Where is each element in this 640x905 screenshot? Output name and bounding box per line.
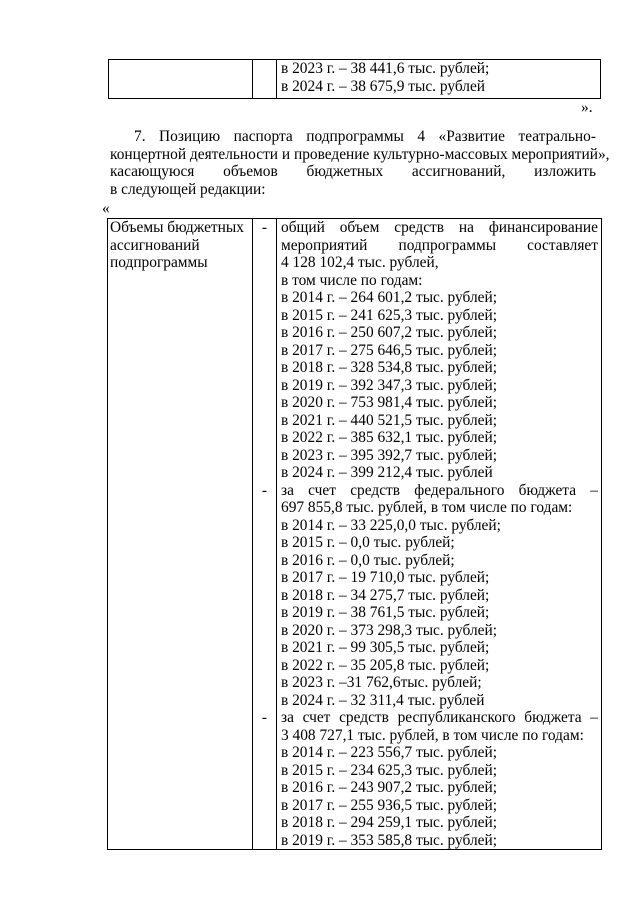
republican-block	[281, 709, 598, 849]
total-year-line: в 2024 г. – 399 212,4 тыс. рублей	[281, 464, 493, 481]
top-table	[108, 59, 601, 99]
federal-year-line: в 2016 г. – 0,0 тыс. рублей;	[281, 551, 455, 569]
total-line: 4 128 102,4 тыс. рублей,	[281, 254, 439, 271]
item7-line: 7. Позицию паспорта подпрограммы 4 «Развитие театрально-	[134, 128, 596, 145]
republican-year-line: в 2017 г. – 255 936,5 тыс. рублей;	[281, 796, 498, 814]
federal-year-line: в 2023 г. –31 762,6тыс. рублей;	[281, 674, 482, 691]
item7-line: касающуюся объемов бюджетных ассигнований, изложить	[110, 163, 596, 180]
open-quote: «	[102, 200, 110, 217]
total-line: мероприятий подпрограммы составляет	[281, 236, 598, 254]
republican-year-line: в 2019 г. – 353 585,8 тыс. рублей;	[281, 831, 498, 849]
passport-dash-cell	[253, 219, 277, 850]
passport-label-line: Объемы бюджетных	[110, 219, 244, 236]
total-year-line: в 2020 г. – 753 981,4 тыс. рублей;	[281, 394, 498, 411]
total-line: общий объем средств на финансирование	[281, 219, 598, 236]
republican-year-line: в 2016 г. – 243 907,2 тыс. рублей;	[281, 779, 498, 796]
total-line: в том числе по годам:	[281, 271, 423, 289]
total-year-line: в 2017 г. – 275 646,5 тыс. рублей;	[281, 341, 498, 359]
total-block	[281, 219, 598, 482]
federal-year-line: в 2014 г. – 33 225,0,0 тыс. рублей;	[281, 516, 501, 534]
passport-value-cell	[277, 219, 602, 850]
federal-year-line: в 2018 г. – 34 275,7 тыс. рублей;	[281, 586, 490, 604]
total-year-line: в 2015 г. – 241 625,3 тыс. рублей;	[281, 306, 498, 324]
federal-year-line: в 2015 г. – 0,0 тыс. рублей;	[281, 534, 455, 551]
dash-marker: -	[261, 709, 268, 726]
dash-marker: -	[261, 219, 268, 236]
federal-year-line: в 2020 г. – 373 298,3 тыс. рублей;	[281, 621, 498, 639]
republican-line: за счет средств республиканского бюджета –	[281, 709, 598, 726]
republican-year-line: в 2018 г. – 294 259,1 тыс. рублей;	[281, 814, 498, 831]
top-table-line: в 2023 г. – 38 441,6 тыс. рублей;	[281, 60, 490, 77]
republican-year-line: в 2014 г. – 223 556,7 тыс. рублей;	[281, 744, 498, 761]
total-year-line: в 2019 г. – 392 347,3 тыс. рублей;	[281, 376, 498, 394]
federal-year-line: в 2019 г. – 38 761,5 тыс. рублей;	[281, 604, 490, 621]
total-year-line: в 2014 г. – 264 601,2 тыс. рублей;	[281, 289, 498, 306]
item7-line: в следующей редакции:	[110, 180, 266, 198]
federal-line: 697 855,8 тыс. рублей, в том числе по годам:	[281, 499, 573, 516]
total-year-line: в 2023 г. – 395 392,7 тыс. рублей;	[281, 446, 498, 464]
passport-label-line: подпрограммы	[110, 254, 208, 271]
federal-year-line: в 2024 г. – 32 311,4 тыс. рублей	[281, 691, 485, 709]
item7-line: концертной деятельности и проведение культурно-массовых мероприятий»,	[110, 145, 610, 163]
closing-quote: ».	[581, 99, 593, 116]
passport-label-line: ассигнований	[110, 236, 200, 254]
top-table-line: в 2024 г. – 38 675,9 тыс. рублей	[281, 77, 486, 95]
federal-year-line: в 2022 г. – 35 205,8 тыс. рублей;	[281, 656, 490, 674]
federal-year-line: в 2017 г. – 19 710,0 тыс. рублей;	[281, 569, 490, 586]
total-year-line: в 2021 г. – 440 521,5 тыс. рублей;	[281, 411, 498, 429]
total-year-line: в 2018 г. – 328 534,8 тыс. рублей;	[281, 359, 498, 376]
top-table-row	[109, 60, 601, 99]
dash-marker: -	[261, 481, 268, 499]
passport-label-cell	[108, 219, 253, 850]
top-table-value-cell	[277, 60, 601, 99]
item7-paragraph	[110, 128, 610, 198]
passport-row	[108, 219, 602, 850]
total-year-line: в 2022 г. – 385 632,1 тыс. рублей;	[281, 429, 498, 446]
republican-line: 3 408 727,1 тыс. рублей, в том числе по годам:	[281, 726, 584, 744]
federal-year-line: в 2021 г. – 99 305,5 тыс. рублей;	[281, 639, 490, 656]
passport-table	[107, 218, 602, 850]
federal-line: за счет средств федерального бюджета –	[281, 481, 598, 499]
top-table-label-cell	[109, 60, 253, 99]
top-table-dash-cell	[253, 60, 277, 99]
total-year-line: в 2016 г. – 250 607,2 тыс. рублей;	[281, 324, 498, 341]
federal-block	[281, 482, 598, 710]
republican-year-line: в 2015 г. – 234 625,3 тыс. рублей;	[281, 761, 498, 779]
